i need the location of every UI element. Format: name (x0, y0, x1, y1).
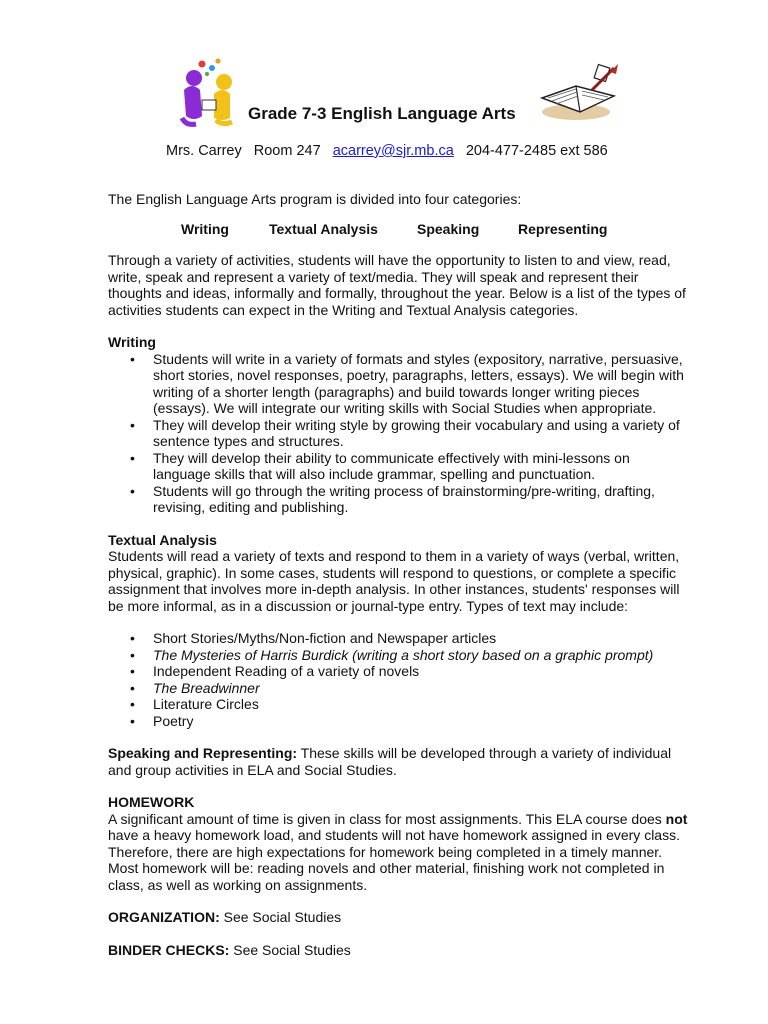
list-item-text: They will develop their ability to communicate effectively with mini-lessons on language skills that will also include grammar, spelling and punctuation. (153, 449, 630, 482)
bullet-icon: • (130, 630, 135, 646)
bullet-icon: • (130, 416, 135, 433)
list-item-text: Students will write in a variety of formats and styles (expository, narrative, persuasive, short stories, novel responses, poetry, paragraphs, letters, essays). We will begin with writing of a shorter length (paragraphs) and build towards longer writing pieces (essays). We will integrate our writing skills with Social Studies when appropriate. (153, 350, 684, 416)
homework-text-end: have a heavy homework load, and students will not have homework assigned in every class. Therefore, there are high expectations for homework being completed in a timely manner. Most homework will be: reading novels and other material, finishing work not completed in class, as well as working on assignments. (108, 827, 680, 893)
organization-text: See Social Studies (219, 909, 342, 925)
email-link[interactable]: acarrey@sjr.mb.ca (332, 143, 454, 159)
writing-list (108, 351, 688, 516)
list-item (108, 696, 688, 713)
document-body (108, 191, 688, 958)
page-title: Grade 7-3 English Language Arts (248, 104, 516, 123)
binder-checks-paragraph (108, 942, 688, 959)
intro-text: The English Language Arts program is divided into four categories: (108, 191, 522, 207)
binder-checks-heading: BINDER CHECKS: (108, 941, 230, 958)
bullet-icon: • (130, 350, 135, 367)
organization-heading: ORGANIZATION: (108, 909, 220, 925)
list-item (108, 417, 688, 450)
phone-number: 204-477-2485 ext 586 (465, 143, 608, 159)
list-item-text: They will develop their writing style by growing their vocabulary and using a variety of sentence types and structures. (153, 416, 680, 449)
list-item-text: Independent Reading of a variety of novels (153, 663, 420, 679)
list-item-text: The Mysteries of Harris Burdick (writing a short story based on a graphic prompt) (153, 646, 654, 663)
text-types-list (108, 630, 688, 729)
list-item (108, 680, 688, 697)
bullet-icon: • (130, 679, 135, 696)
list-item-text: Literature Circles (153, 696, 259, 712)
writing-heading: Writing (108, 334, 156, 350)
teacher-name: Mrs. Carrey (166, 143, 242, 159)
textual-analysis-heading: Textual Analysis (108, 531, 217, 548)
category-textual-analysis: Textual Analysis (269, 220, 378, 237)
bullet-icon: • (130, 696, 135, 712)
category-list (181, 221, 688, 238)
list-item-text: The Breadwinner (153, 679, 260, 696)
bullet-icon: • (130, 712, 135, 729)
list-item (108, 483, 688, 516)
children-reading-clipart-icon (172, 56, 244, 128)
speaking-representing-paragraph (108, 745, 688, 778)
binder-checks-text: See Social Studies (229, 941, 351, 958)
bullet-icon: • (130, 646, 135, 663)
textual-analysis-text: Students will read a variety of texts and respond to them in a variety of ways (verbal, written, physical, graphic). In some cases, students will respond to questions, or complete a specific assignment that involves more in-depth analysis. In other instances, students' responses will be more informal, as in a discussion or journal-type entry. Types of text may include: (108, 548, 680, 614)
homework-text-start: A significant amount of time is given in class for most assignments. This ELA course does (108, 810, 666, 827)
list-item (108, 647, 688, 664)
list-item (108, 351, 688, 417)
bullet-icon: • (130, 663, 135, 679)
category-writing: Writing (181, 220, 229, 237)
room-number: Room 247 (253, 143, 321, 159)
organization-paragraph (108, 909, 688, 926)
speaking-representing-heading: Speaking and Representing: (108, 745, 298, 761)
bullet-icon: • (130, 449, 135, 466)
list-item (108, 450, 688, 483)
overview-paragraph: Through a variety of activities, students will have the opportunity to listen to and view, read, write, speak and represent a variety of text/media. They will speak and represent their thoughts and ideas, informally and formally, throughout the year. Below is a list of the types of activities students can expect in the Writing and Textual Analysis categories. (108, 252, 686, 318)
homework-paragraph (108, 811, 688, 894)
category-representing: Representing (518, 220, 608, 237)
list-item-text: Short Stories/Myths/Non-fiction and Newspaper articles (153, 630, 497, 646)
speaking-representing-text: These skills will be developed through a variety of individual and group activities in ELA and Social Studies. (108, 745, 672, 778)
list-item (108, 663, 688, 680)
contact-line (166, 142, 616, 160)
list-item (108, 630, 688, 647)
homework-emphasis: not (665, 810, 688, 827)
homework-heading: HOMEWORK (108, 794, 195, 810)
bullet-icon: • (130, 482, 135, 499)
book-and-quill-clipart-icon (536, 62, 620, 124)
list-item (108, 713, 688, 730)
category-speaking: Speaking (417, 220, 480, 237)
list-item-text: Students will go through the writing process of brainstorming/pre-writing, drafting, revising, editing and publishing. (153, 482, 655, 515)
list-item-text: Poetry (153, 712, 194, 729)
